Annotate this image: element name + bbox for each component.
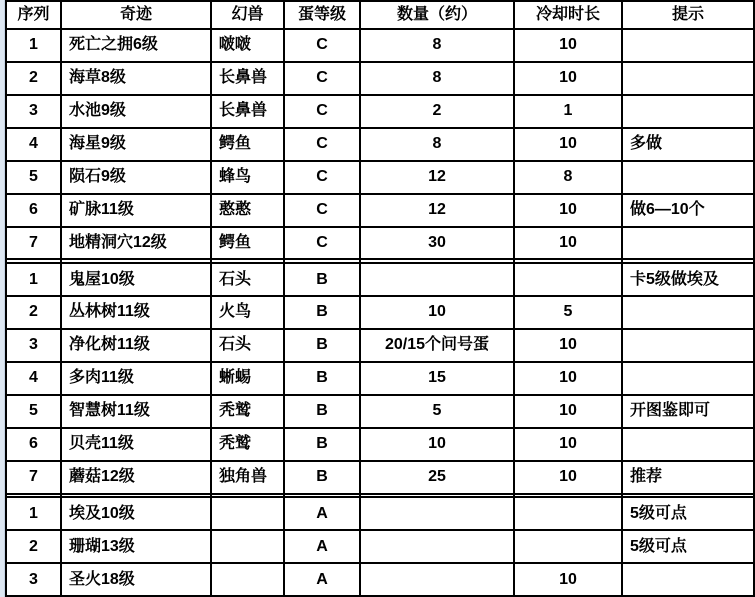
cell-seq: 2 [6,530,61,563]
cell-cooldown: 10 [514,428,622,461]
cell-quantity: 2 [360,95,514,128]
cell-tip: 多做 [622,128,754,161]
cell-miracle: 海草8级 [61,62,211,95]
cell-beast: 石头 [211,263,284,296]
cell-seq: 6 [6,194,61,227]
cell-cooldown: 10 [514,227,622,260]
wonder-egg-table [5,0,755,597]
cell-beast: 啵啵 [211,29,284,62]
cell-miracle: 蘑菇12级 [61,461,211,494]
cell-tip [622,62,754,95]
cell-tip [622,29,754,62]
cell-seq: 2 [6,62,61,95]
cell-miracle: 贝壳11级 [61,428,211,461]
cell-quantity: 8 [360,62,514,95]
cell-egg_grade: C [284,194,360,227]
cell-miracle: 净化树11级 [61,329,211,362]
cell-beast: 蜂鸟 [211,161,284,194]
table-row [6,530,754,563]
cell-cooldown: 10 [514,362,622,395]
table-row [6,428,754,461]
table-row [6,194,754,227]
cell-miracle: 地精洞穴12级 [61,227,211,260]
cell-miracle: 死亡之拥6级 [61,29,211,62]
cell-miracle: 水池9级 [61,95,211,128]
cell-miracle: 鬼屋10级 [61,263,211,296]
cell-egg_grade: B [284,395,360,428]
cell-quantity: 8 [360,29,514,62]
table-header [6,1,754,29]
cell-seq: 1 [6,497,61,530]
header-row [6,1,754,29]
cell-beast [211,530,284,563]
cell-tip: 5级可点 [622,530,754,563]
cell-cooldown: 8 [514,161,622,194]
cell-egg_grade: C [284,128,360,161]
cell-seq: 7 [6,227,61,260]
cell-cooldown [514,263,622,296]
cell-miracle: 多肉11级 [61,362,211,395]
table-row [6,128,754,161]
cell-quantity [360,530,514,563]
cell-beast: 长鼻兽 [211,95,284,128]
cell-beast: 独角兽 [211,461,284,494]
cell-egg_grade: C [284,227,360,260]
cell-egg_grade: C [284,161,360,194]
cell-tip: 开图鉴即可 [622,395,754,428]
cell-miracle: 埃及10级 [61,497,211,530]
cell-quantity: 25 [360,461,514,494]
cell-quantity [360,563,514,596]
column-header-egg_grade: 蛋等级 [284,1,360,29]
cell-miracle: 圣火18级 [61,563,211,596]
cell-beast: 憨憨 [211,194,284,227]
cell-beast: 鳄鱼 [211,128,284,161]
cell-egg_grade: A [284,530,360,563]
cell-cooldown: 5 [514,296,622,329]
cell-tip [622,95,754,128]
cell-beast: 蜥蜴 [211,362,284,395]
cell-beast: 长鼻兽 [211,62,284,95]
table-row [6,263,754,296]
cell-miracle: 海星9级 [61,128,211,161]
cell-seq: 4 [6,128,61,161]
cell-egg_grade: C [284,95,360,128]
table-body [6,29,754,596]
table-row [6,497,754,530]
table-row [6,329,754,362]
table-row [6,362,754,395]
table-row [6,395,754,428]
cell-quantity: 20/15个问号蛋 [360,329,514,362]
cell-seq: 1 [6,263,61,296]
cell-egg_grade: A [284,497,360,530]
table-row [6,296,754,329]
cell-tip: 卡5级做埃及 [622,263,754,296]
cell-tip: 推荐 [622,461,754,494]
cell-beast: 火鸟 [211,296,284,329]
cell-egg_grade: C [284,62,360,95]
cell-tip [622,362,754,395]
cell-tip [622,428,754,461]
cell-tip: 5级可点 [622,497,754,530]
table-row [6,95,754,128]
cell-seq: 5 [6,161,61,194]
cell-beast [211,563,284,596]
cell-seq: 6 [6,428,61,461]
cell-egg_grade: B [284,329,360,362]
column-header-beast: 幻兽 [211,1,284,29]
column-header-miracle: 奇迹 [61,1,211,29]
cell-seq: 5 [6,395,61,428]
cell-cooldown: 10 [514,563,622,596]
cell-quantity: 10 [360,428,514,461]
cell-seq: 2 [6,296,61,329]
cell-beast: 秃鹫 [211,395,284,428]
cell-tip [622,296,754,329]
cell-miracle: 陨石9级 [61,161,211,194]
cell-cooldown [514,497,622,530]
cell-miracle: 丛林树11级 [61,296,211,329]
cell-egg_grade: B [284,296,360,329]
cell-cooldown: 10 [514,461,622,494]
cell-beast: 秃鹫 [211,428,284,461]
cell-seq: 3 [6,95,61,128]
cell-egg_grade: B [284,461,360,494]
cell-seq: 3 [6,329,61,362]
cell-beast: 鳄鱼 [211,227,284,260]
cell-seq: 1 [6,29,61,62]
cell-seq: 3 [6,563,61,596]
cell-quantity: 15 [360,362,514,395]
cell-cooldown: 10 [514,29,622,62]
cell-quantity: 30 [360,227,514,260]
cell-quantity: 12 [360,161,514,194]
cell-egg_grade: B [284,362,360,395]
cell-cooldown: 10 [514,62,622,95]
cell-egg_grade: A [284,563,360,596]
table-row [6,62,754,95]
cell-beast [211,497,284,530]
table-row [6,161,754,194]
cell-tip: 做6—10个 [622,194,754,227]
cell-quantity [360,497,514,530]
column-header-seq: 序列 [6,1,61,29]
table-row [6,461,754,494]
cell-cooldown: 10 [514,329,622,362]
table-row [6,563,754,596]
cell-tip [622,227,754,260]
cell-quantity: 12 [360,194,514,227]
cell-quantity: 10 [360,296,514,329]
cell-quantity: 8 [360,128,514,161]
column-header-quantity: 数量（约） [360,1,514,29]
column-header-tip: 提示 [622,1,754,29]
cell-tip [622,161,754,194]
cell-seq: 4 [6,362,61,395]
cell-miracle: 矿脉11级 [61,194,211,227]
table-row [6,227,754,260]
cell-miracle: 珊瑚13级 [61,530,211,563]
table-row [6,29,754,62]
cell-egg_grade: C [284,29,360,62]
cell-seq: 7 [6,461,61,494]
cell-quantity: 5 [360,395,514,428]
cell-tip [622,329,754,362]
cell-egg_grade: B [284,428,360,461]
cell-miracle: 智慧树11级 [61,395,211,428]
cell-cooldown: 1 [514,95,622,128]
cell-beast: 石头 [211,329,284,362]
cell-cooldown: 10 [514,395,622,428]
cell-egg_grade: B [284,263,360,296]
cell-cooldown: 10 [514,128,622,161]
cell-quantity [360,263,514,296]
cell-tip [622,563,754,596]
cell-cooldown: 10 [514,194,622,227]
column-header-cooldown: 冷却时长 [514,1,622,29]
cell-cooldown [514,530,622,563]
